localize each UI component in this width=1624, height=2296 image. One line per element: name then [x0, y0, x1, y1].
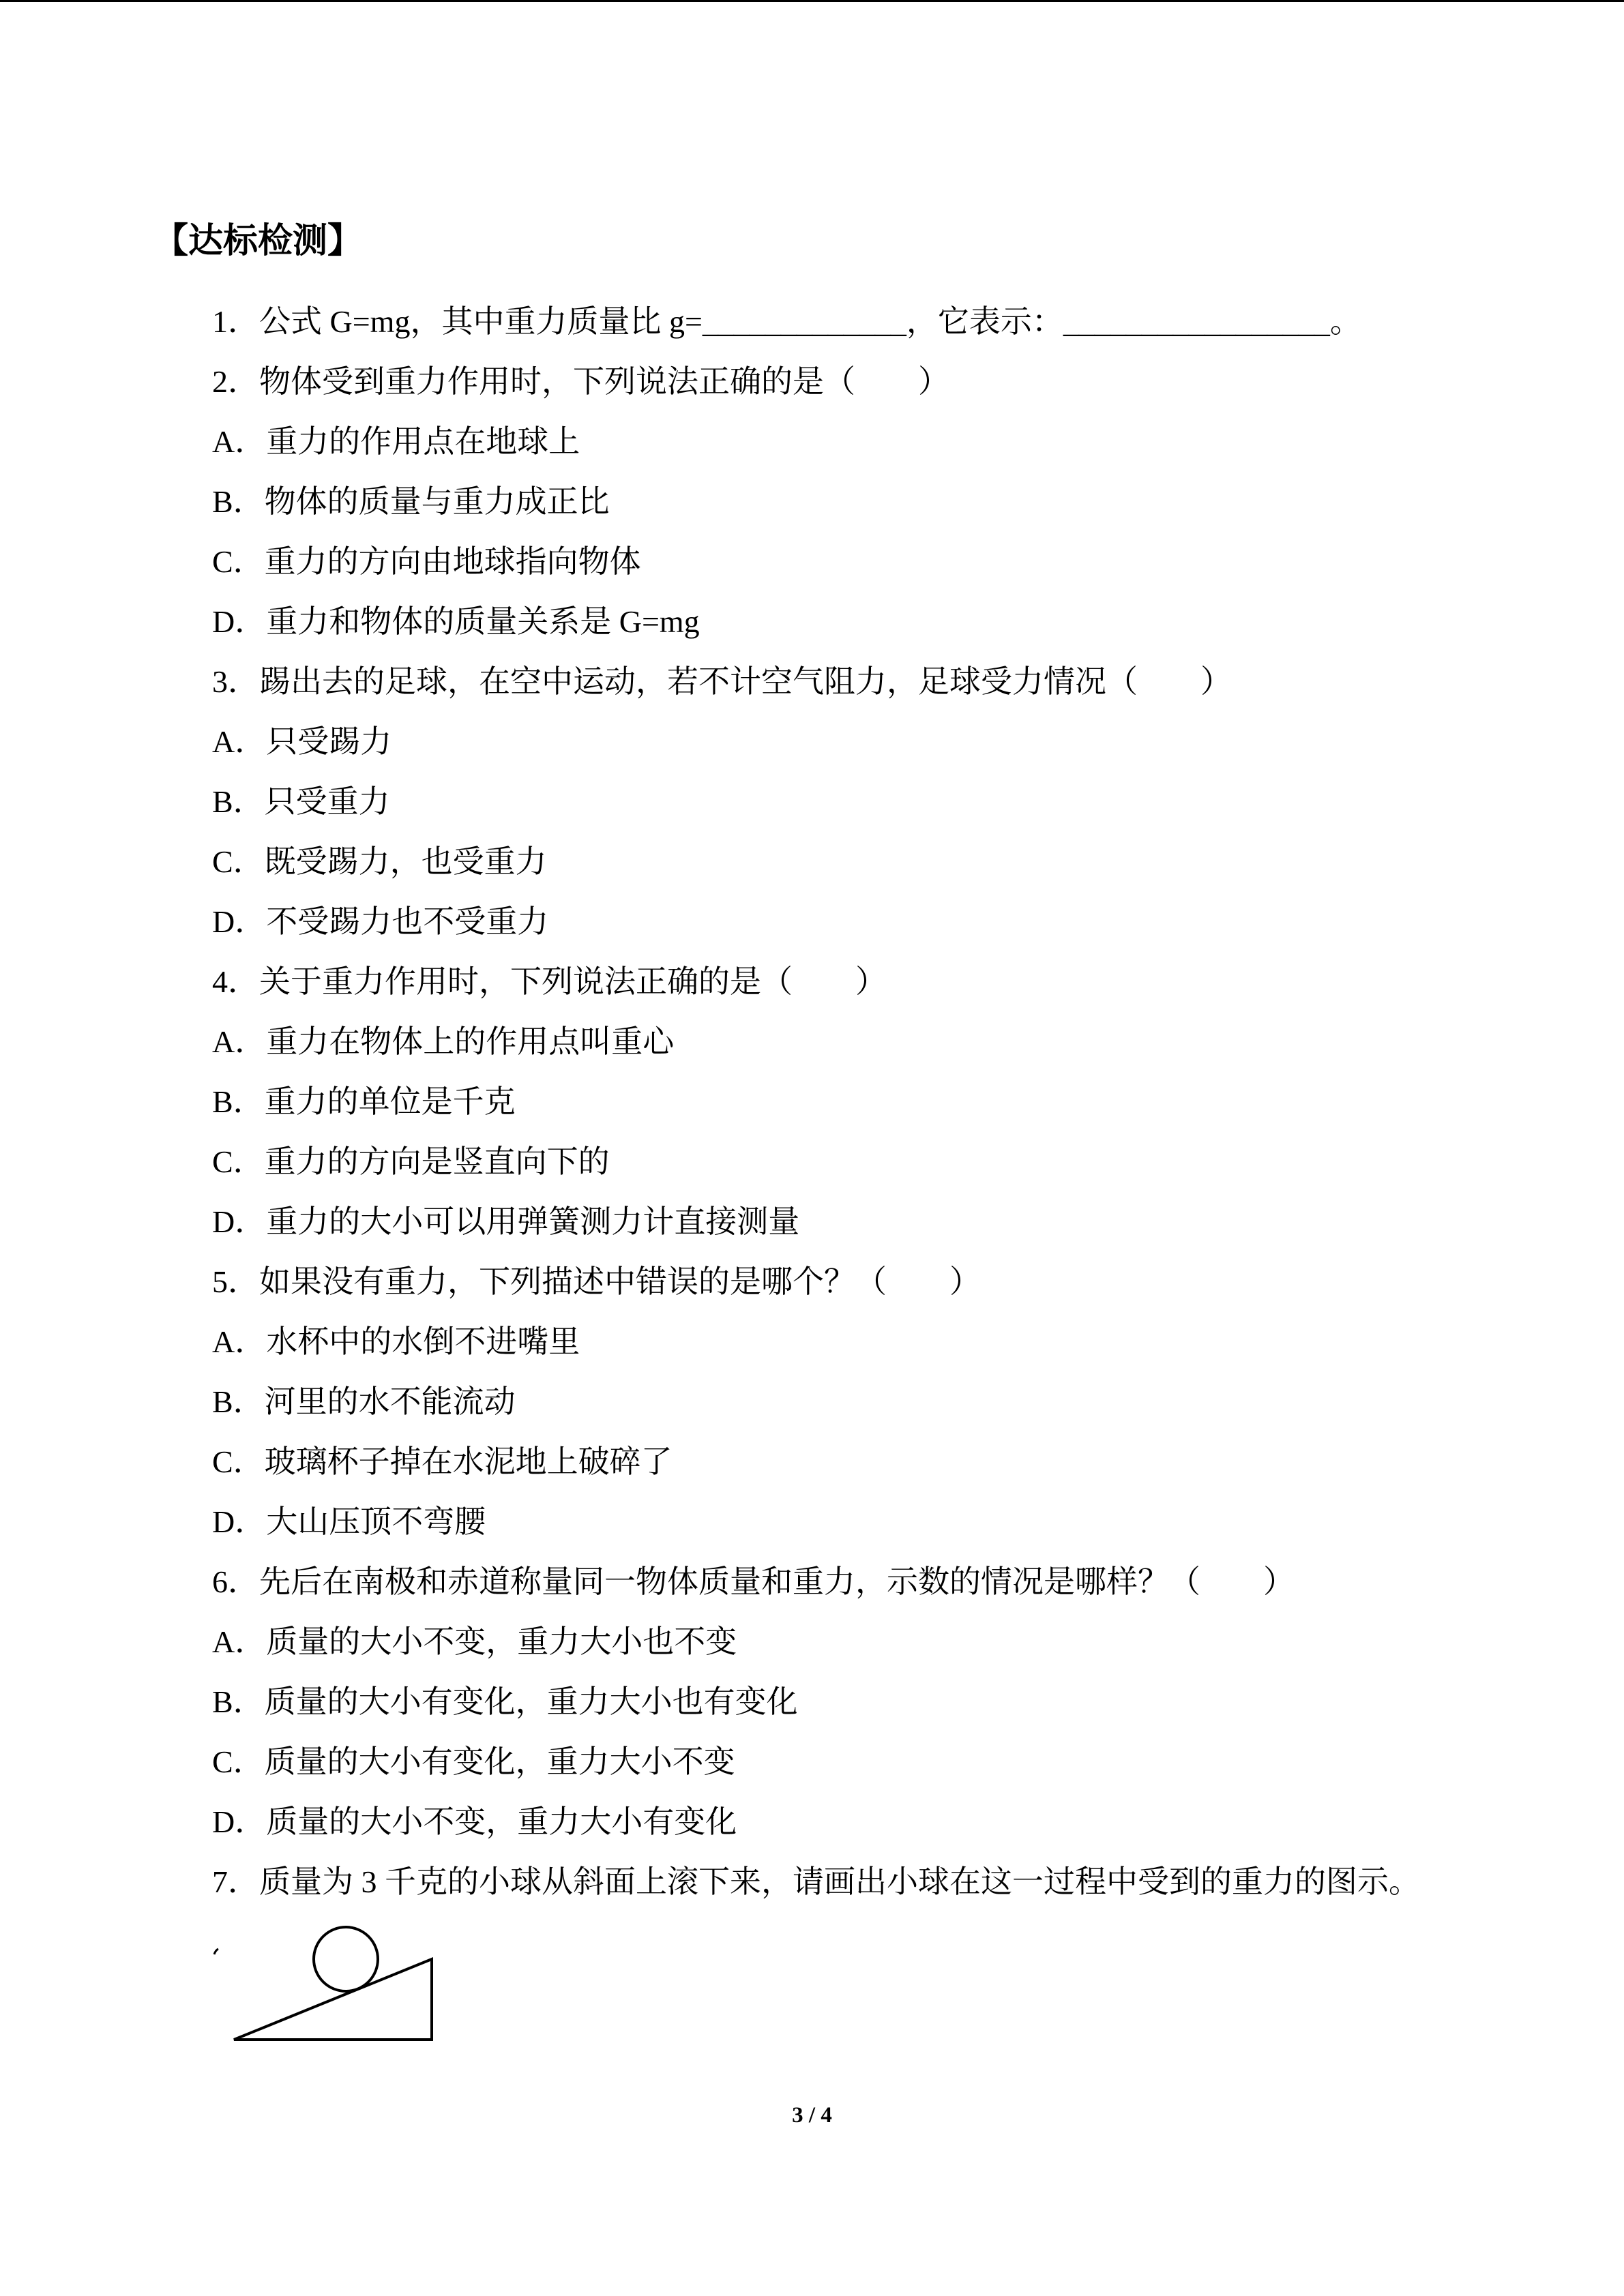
option-a: A．重力在物体上的作用点叫重心 — [212, 1024, 675, 1059]
incline-triangle — [234, 1959, 432, 2040]
option-c: C．重力的方向是竖直向下的 — [212, 1144, 610, 1179]
option-d: D．不受踢力也不受重力 — [212, 904, 549, 939]
option-a: A．只受踢力 — [212, 724, 392, 759]
question-4 — [212, 952, 1576, 1252]
incline-ball-figure — [205, 1909, 450, 2053]
question-stem: 7．质量为 3 千克的小球从斜面上滚下来，请画出小球在这一过程中受到的重力的图示。 — [212, 1864, 1420, 1899]
question-6 — [212, 1552, 1576, 1852]
option-b: B．质量的大小有变化，重力大小也有变化 — [212, 1684, 798, 1719]
top-border-line — [0, 0, 1624, 2]
question-2 — [212, 352, 1576, 652]
question-stem: 6．先后在南极和赤道称量同一物体质量和重力，示数的情况是哪样？（ ） — [212, 1564, 1295, 1599]
question-list — [212, 292, 1576, 1912]
option-c: C．玻璃杯子掉在水泥地上破碎了 — [212, 1444, 673, 1479]
option-c: C．重力的方向由地球指向物体 — [212, 544, 641, 579]
option-b: B．只受重力 — [212, 784, 390, 819]
question-stem: 3．踢出去的足球，在空中运动，若不计空气阻力，足球受力情况（ ） — [212, 664, 1232, 699]
option-b: B．河里的水不能流动 — [212, 1384, 516, 1419]
question-1 — [212, 292, 1576, 352]
question-stem: 5．如果没有重力，下列描述中错误的是哪个？（ ） — [212, 1264, 981, 1299]
page-number: 3 / 4 — [792, 2103, 832, 2128]
ball-circle — [314, 1927, 378, 1991]
option-a: A．水杯中的水倒不进嘴里 — [212, 1324, 580, 1359]
option-d: D．大山压顶不弯腰 — [212, 1504, 486, 1539]
option-d: D．质量的大小不变，重力大小有变化 — [212, 1804, 737, 1839]
question-stem: 1．公式 G=mg，其中重力质量比 g=_____________，它表示：_________________。 — [212, 304, 1361, 339]
question-stem: 2．物体受到重力作用时，下列说法正确的是（ ） — [212, 364, 949, 399]
option-c: C．质量的大小有变化，重力大小不变 — [212, 1744, 735, 1779]
option-a: A．质量的大小不变，重力大小也不变 — [212, 1624, 737, 1659]
option-a: A．重力的作用点在地球上 — [212, 424, 580, 459]
option-b: B．物体的质量与重力成正比 — [212, 484, 610, 519]
option-d: D．重力和物体的质量关系是 G=mg — [212, 604, 700, 639]
question-7 — [212, 1852, 1576, 1912]
option-d: D．重力的大小可以用弹簧测力计直接测量 — [212, 1204, 800, 1239]
question-3 — [212, 652, 1576, 952]
option-b: B．重力的单位是千克 — [212, 1084, 516, 1119]
question-5 — [212, 1252, 1576, 1552]
option-c: C．既受踢力，也受重力 — [212, 844, 547, 879]
stray-mark — [214, 1949, 218, 1954]
section-title: 【达标检测】 — [153, 222, 363, 260]
question-stem: 4．关于重力作用时，下列说法正确的是（ ） — [212, 964, 887, 999]
